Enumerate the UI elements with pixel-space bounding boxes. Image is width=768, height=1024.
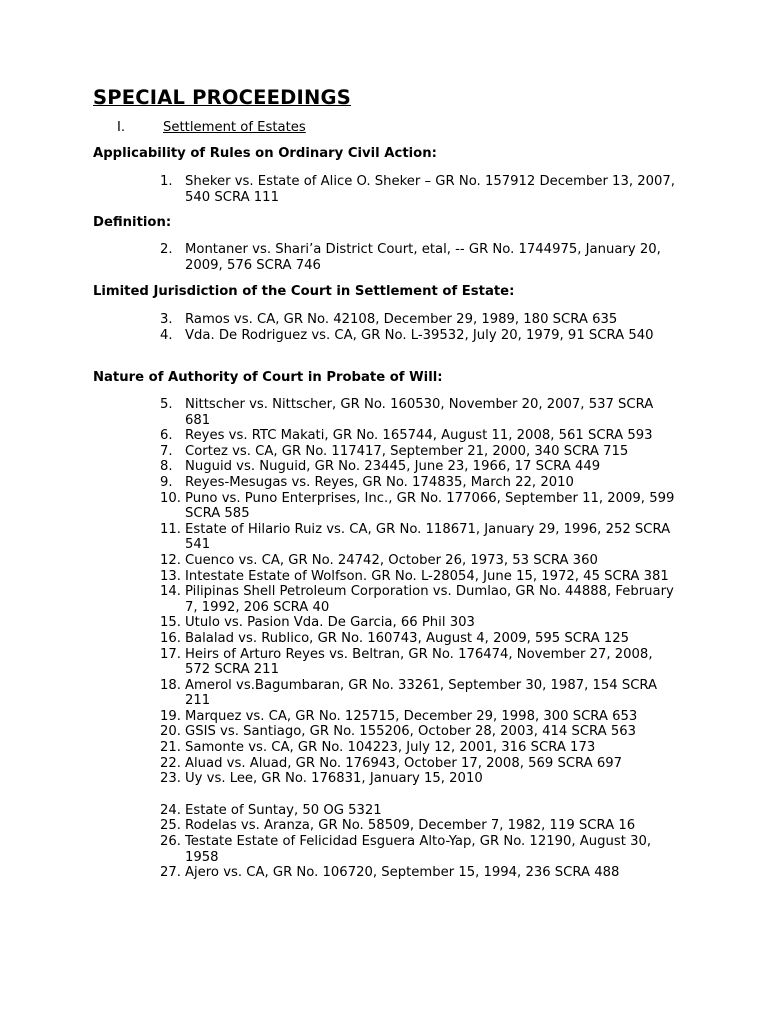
item-number: 4. <box>160 327 173 343</box>
item-number: 5. <box>160 397 173 412</box>
case-citation: Marquez vs. CA, GR No. 125715, December 29, 1998, 300 SCRA 653 <box>185 708 638 724</box>
list-item <box>160 444 680 460</box>
case-citation: Cortez vs. CA, GR No. 117417, September 21, 2000, 340 SCRA 715 <box>185 443 629 459</box>
group-heading-limited-jurisdiction: Limited Jurisdiction of the Court in Settlement of Estate: <box>93 284 515 299</box>
case-citation: Puno vs. Puno Enterprises, Inc., GR No. 177066, September 11, 2009, 599 SCRA 585 <box>185 490 675 522</box>
item-number: 1. <box>160 174 173 189</box>
list-item <box>160 724 680 740</box>
case-citation: Rodelas vs. Aranza, GR No. 58509, December 7, 1982, 119 SCRA 16 <box>185 818 636 834</box>
list-item <box>160 328 680 344</box>
case-citation: Reyes vs. RTC Makati, GR No. 165744, August 11, 2008, 561 SCRA 593 <box>185 428 653 444</box>
item-number: 17. <box>160 646 181 662</box>
list-item <box>160 647 680 678</box>
list-item <box>160 397 680 428</box>
item-number: 6. <box>160 428 173 444</box>
item-number: 21. <box>160 740 181 756</box>
case-citation: Montaner vs. Shari’a District Court, etal, -- GR No. 1744975, January 20, 2009, 576 SCRA 746 <box>185 242 661 273</box>
case-citation: Estate of Hilario Ruiz vs. CA, GR No. 118671, January 29, 1996, 252 SCRA 541 <box>185 521 671 553</box>
case-citation: Cuenco vs. CA, GR No. 24742, October 26, 1973, 53 SCRA 360 <box>185 552 598 568</box>
list-item <box>160 678 680 709</box>
case-list-applicability <box>160 174 680 205</box>
case-list-nature-of-authority <box>160 397 680 881</box>
group-heading-applicability: Applicability of Rules on Ordinary Civil Action: <box>93 146 437 161</box>
item-number: 27. <box>160 865 181 881</box>
item-number: 8. <box>160 459 173 475</box>
item-number: 22. <box>160 755 181 771</box>
case-citation: Vda. De Rodriguez vs. CA, GR No. L-39532, July 20, 1979, 91 SCRA 540 <box>185 327 654 343</box>
case-citation: Ramos vs. CA, GR No. 42108, December 29, 1989, 180 SCRA 635 <box>185 312 618 327</box>
case-citation: Aluad vs. Aluad, GR No. 176943, October 17, 2008, 569 SCRA 697 <box>185 755 623 771</box>
case-citation: Nittscher vs. Nittscher, GR No. 160530, November 20, 2007, 537 SCRA 681 <box>185 397 654 428</box>
list-item <box>160 522 680 553</box>
item-number: 14. <box>160 584 181 600</box>
item-number: 16. <box>160 630 181 646</box>
item-number: 23. <box>160 771 181 787</box>
case-list-definition <box>160 242 680 273</box>
item-number: 9. <box>160 474 173 490</box>
list-item <box>160 740 680 756</box>
item-number: 26. <box>160 834 181 850</box>
case-citation: Uy vs. Lee, GR No. 176831, January 15, 2010 <box>185 771 483 787</box>
case-citation: GSIS vs. Santiago, GR No. 155206, October 28, 2003, 414 SCRA 563 <box>185 724 637 740</box>
list-item <box>160 428 680 444</box>
item-number: 3. <box>160 312 173 327</box>
list-item <box>160 803 680 819</box>
item-number: 12. <box>160 552 181 568</box>
list-item <box>160 242 680 273</box>
list-item <box>160 491 680 522</box>
item-number: 24. <box>160 802 181 818</box>
item-number: 20. <box>160 724 181 740</box>
list-item <box>160 174 680 205</box>
case-citation: Ajero vs. CA, GR No. 106720, September 15, 1994, 236 SCRA 488 <box>185 865 620 881</box>
list-item <box>160 709 680 725</box>
list-item <box>160 771 680 787</box>
list-item <box>160 553 680 569</box>
case-citation: Amerol vs.Bagumbaran, GR No. 33261, September 30, 1987, 154 SCRA 211 <box>185 677 658 709</box>
list-item <box>160 569 680 585</box>
item-number: 13. <box>160 568 181 584</box>
item-number: 15. <box>160 615 181 631</box>
list-item <box>160 312 680 328</box>
case-citation: Reyes-Mesugas vs. Reyes, GR No. 174835, March 22, 2010 <box>185 474 574 490</box>
case-citation: Intestate Estate of Wolfson. GR No. L-28054, June 15, 1972, 45 SCRA 381 <box>185 568 669 584</box>
item-number: 2. <box>160 242 173 257</box>
section-label: Settlement of Estates <box>163 120 306 135</box>
section-number: I. <box>117 120 126 135</box>
item-number: 10. <box>160 490 181 506</box>
list-item <box>160 818 680 834</box>
item-number: 19. <box>160 708 181 724</box>
page-title: SPECIAL PROCEEDINGS <box>93 86 351 109</box>
list-item <box>160 475 680 491</box>
case-citation: Samonte vs. CA, GR No. 104223, July 12, 2001, 316 SCRA 173 <box>185 740 596 756</box>
list-item <box>160 615 680 631</box>
case-citation: Heirs of Arturo Reyes vs. Beltran, GR No. 176474, November 27, 2008, 572 SCRA 211 <box>185 646 653 678</box>
list-item <box>160 834 680 865</box>
list-item <box>160 756 680 772</box>
case-citation: Testate Estate of Felicidad Esguera Alto-Yap, GR No. 12190, August 30, 1958 <box>185 834 652 865</box>
list-item <box>160 459 680 475</box>
list-item <box>160 631 680 647</box>
group-heading-nature-of-authority: Nature of Authority of Court in Probate of Will: <box>93 370 443 385</box>
group-heading-definition: Definition: <box>93 215 172 230</box>
section-heading <box>117 120 306 135</box>
list-item <box>160 584 680 615</box>
item-number: 11. <box>160 521 181 537</box>
item-number: 18. <box>160 677 181 693</box>
case-citation: Sheker vs. Estate of Alice O. Sheker – GR No. 157912 December 13, 2007, 540 SCRA 111 <box>185 174 675 205</box>
item-number: 25. <box>160 818 181 834</box>
case-citation: Utulo vs. Pasion Vda. De Garcia, 66 Phil 303 <box>185 615 475 631</box>
list-item <box>160 865 680 881</box>
case-list-limited-jurisdiction <box>160 312 680 343</box>
item-number: 7. <box>160 443 173 459</box>
case-citation: Estate of Suntay, 50 OG 5321 <box>185 802 382 818</box>
case-citation: Balalad vs. Rublico, GR No. 160743, August 4, 2009, 595 SCRA 125 <box>185 630 629 646</box>
case-citation: Pilipinas Shell Petroleum Corporation vs. Dumlao, GR No. 44888, February 7, 1992, 206 SCRA 40 <box>185 584 674 615</box>
case-citation: Nuguid vs. Nuguid, GR No. 23445, June 23, 1966, 17 SCRA 449 <box>185 459 601 475</box>
